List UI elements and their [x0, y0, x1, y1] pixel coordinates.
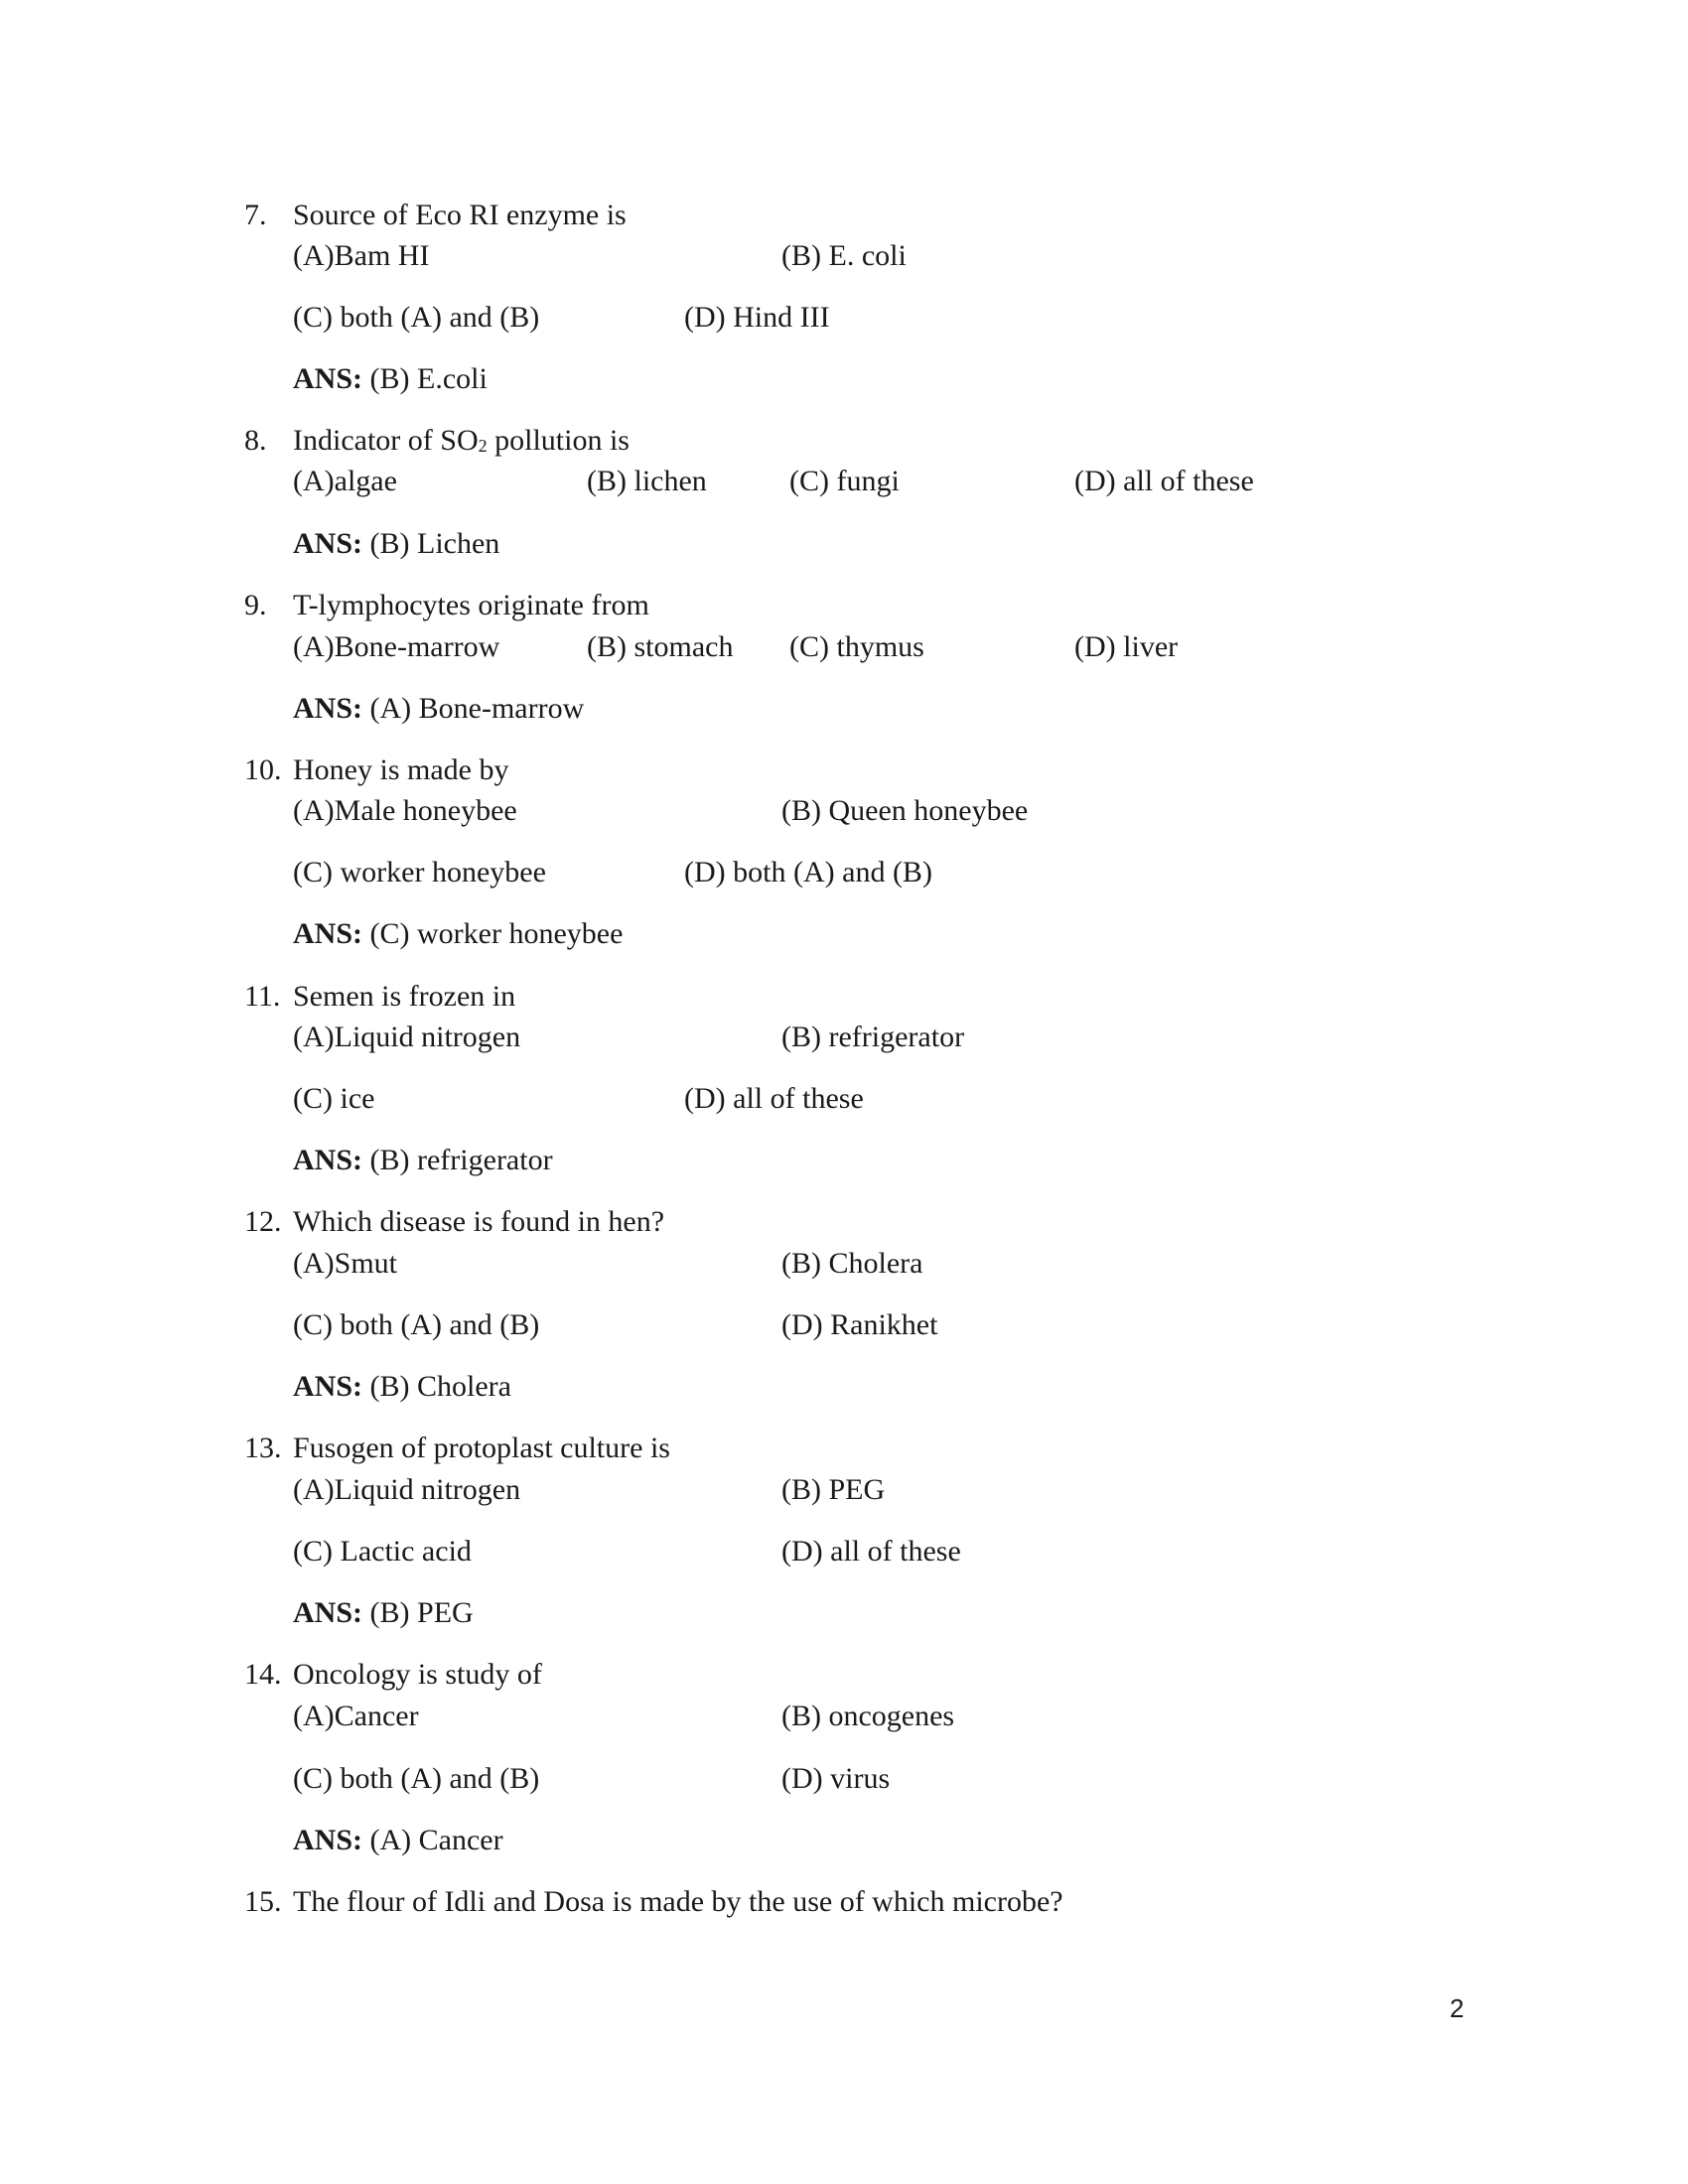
option-b: (B) E. coli	[781, 239, 907, 272]
option-c: (C) worker honeybee	[293, 856, 546, 888]
answer-value: (C) worker honeybee	[362, 917, 624, 950]
answer	[293, 1370, 511, 1404]
question-number: 14.	[244, 1658, 282, 1691]
answer-label: ANS:	[293, 527, 363, 560]
question-text: Source of Eco RI enzyme is	[293, 199, 627, 231]
option-c: (C) ice	[293, 1082, 375, 1115]
question-number: 11.	[244, 980, 281, 1013]
question-number: 7.	[244, 199, 267, 231]
question-text: Honey is made by	[293, 753, 509, 786]
question-text: T-lymphocytes originate from	[293, 589, 649, 621]
question-text: Semen is frozen in	[293, 980, 516, 1013]
page-number: 2	[1450, 1993, 1465, 2023]
answer-label: ANS:	[293, 1370, 363, 1403]
answer-value: (B) refrigerator	[362, 1144, 553, 1176]
option-c: (C) both (A) and (B)	[293, 1762, 540, 1795]
option-d: (D) Ranikhet	[781, 1308, 938, 1341]
question-text-part: pollution is	[487, 424, 630, 457]
answer	[293, 1824, 503, 1857]
answer	[293, 362, 488, 396]
question-text-part: Indicator of SO	[293, 424, 479, 457]
subscript: 2	[478, 436, 488, 456]
answer-label: ANS:	[293, 1144, 363, 1176]
answer	[293, 917, 623, 951]
option-d: (D) liver	[1074, 630, 1179, 663]
option-b: (B) refrigerator	[781, 1021, 965, 1053]
option-b: (B) Cholera	[781, 1247, 923, 1280]
question-number: 9.	[244, 589, 267, 621]
answer-value: (B) E.coli	[362, 362, 488, 395]
option-b: (B) PEG	[781, 1473, 886, 1506]
option-b: (B) stomach	[587, 630, 734, 663]
option-d: (D) virus	[781, 1762, 891, 1795]
answer	[293, 1596, 474, 1630]
answer-value: (A) Cancer	[362, 1824, 503, 1856]
option-c: (C) Lactic acid	[293, 1535, 472, 1568]
question-number: 15.	[244, 1885, 282, 1918]
option-b: (B) lichen	[587, 465, 707, 497]
question-text: Fusogen of protoplast culture is	[293, 1432, 670, 1464]
option-a: (A)Smut	[293, 1247, 397, 1280]
answer-label: ANS:	[293, 362, 363, 395]
option-a: (A)algae	[293, 465, 397, 497]
option-a: (A)Male honeybee	[293, 794, 517, 827]
answer-label: ANS:	[293, 692, 363, 725]
question-number: 10.	[244, 753, 282, 786]
option-b: (B) oncogenes	[781, 1700, 955, 1732]
answer-value: (B) Cholera	[362, 1370, 511, 1403]
question-text: Oncology is study of	[293, 1658, 542, 1691]
option-d: (D) Hind III	[684, 301, 830, 334]
answer	[293, 527, 499, 561]
answer	[293, 692, 584, 726]
answer-label: ANS:	[293, 1824, 363, 1856]
option-a: (A)Cancer	[293, 1700, 419, 1732]
option-d: (D) all of these	[684, 1082, 864, 1115]
option-c: (C) both (A) and (B)	[293, 1308, 540, 1341]
option-d: (D) all of these	[781, 1535, 961, 1568]
question-number: 13.	[244, 1432, 282, 1464]
question-text	[293, 424, 630, 463]
option-c: (C) thymus	[789, 630, 924, 663]
question-number: 8.	[244, 424, 267, 457]
option-d: (D) both (A) and (B)	[684, 856, 932, 888]
option-a: (A)Bam HI	[293, 239, 430, 272]
option-a: (A)Bone-marrow	[293, 630, 500, 663]
answer	[293, 1144, 553, 1177]
option-c: (C) fungi	[789, 465, 900, 497]
option-c: (C) both (A) and (B)	[293, 301, 540, 334]
question-number: 12.	[244, 1205, 282, 1238]
question-text: The flour of Idli and Dosa is made by the use of which microbe?	[293, 1885, 1063, 1918]
answer-value: (B) Lichen	[362, 527, 500, 560]
option-a: (A)Liquid nitrogen	[293, 1473, 521, 1506]
answer-value: (B) PEG	[362, 1596, 474, 1629]
option-b: (B) Queen honeybee	[781, 794, 1029, 827]
answer-label: ANS:	[293, 917, 363, 950]
answer-label: ANS:	[293, 1596, 363, 1629]
option-d: (D) all of these	[1074, 465, 1254, 497]
question-text: Which disease is found in hen?	[293, 1205, 665, 1238]
option-a: (A)Liquid nitrogen	[293, 1021, 521, 1053]
answer-value: (A) Bone-marrow	[362, 692, 585, 725]
